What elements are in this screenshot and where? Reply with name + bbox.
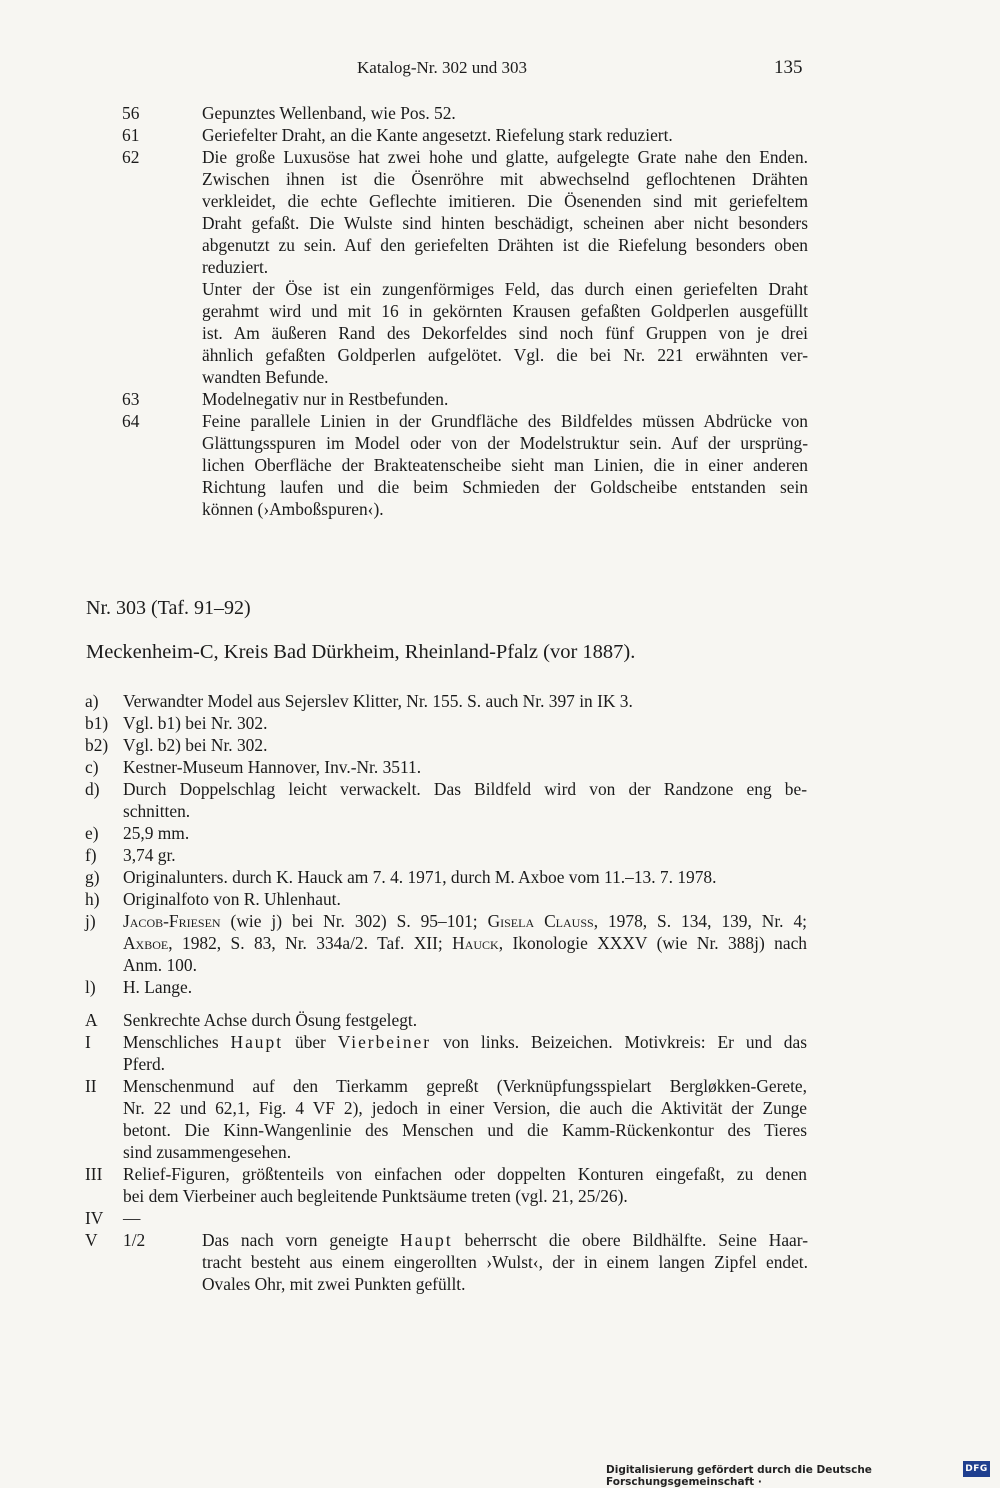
bibliography-line [123,932,807,954]
item-marker: d) [85,779,100,799]
analysis-text: Das nach vorn geneigte [202,1230,401,1250]
position-text: Modelnegativ nur in Restbefunden. [202,389,449,409]
analysis-marker: II [85,1076,97,1096]
entry-location: Meckenheim-C, Kreis Bad Dürkheim, Rheinland-Pfalz (vor 1887). [86,641,636,663]
position-text: verkleidet, die echte Geflechte imitieren. Die Ösenenden sind mit geriefeltem [202,191,808,211]
item-text: Originalfoto von R. Uhlenhaut. [123,889,341,909]
analysis-text: Pferd. [123,1054,166,1074]
item-text: Kestner-Museum Hannover, Inv.-Nr. 3511. [123,757,422,777]
item-text: Verwandter Model aus Sejerslev Klitter, Nr. 155. S. auch Nr. 397 in IK 3. [123,691,633,711]
position-text: Zwischen ihnen ist die Ösenröhre mit abwechselnd geflochtenen Drähten [202,169,808,189]
position-text: ist. Am äußeren Rand des Dekorfeldes sind noch fünf Gruppen von je drei [202,323,808,343]
dfg-logo-icon: DFG [963,1461,990,1477]
analysis-text: bei dem Vierbeiner auch begleitende Punktsäume treten (vgl. 21, 25/26). [123,1186,628,1206]
spaced-term: Haupt [230,1032,284,1052]
position-number: 62 [122,147,140,167]
analysis-text: Senkrechte Achse durch Ösung festgelegt. [123,1010,418,1030]
position-number: 64 [122,411,140,431]
position-text: Feine parallele Linien in der Grundfläche des Bildfeldes müssen Abdrücke von [202,411,808,431]
running-title: Katalog-Nr. 302 und 303 [357,58,527,77]
author-name: Jacob-Friesen [123,911,221,931]
bibliography-line [123,910,807,932]
citation-text: , 1982, S. 83, Nr. 334a/2. Taf. XII; [168,933,453,953]
page-number: 135 [774,57,803,78]
item-text: schnitten. [123,801,191,821]
position-number: 61 [122,125,140,145]
item-marker: j) [85,911,96,931]
analysis-subnumber: 1/2 [123,1230,146,1250]
spaced-term: Haupt [400,1230,453,1250]
position-text: ähnlich gefaßten Goldperlen aufgelötet. Vgl. die bei Nr. 221 erwähnten ver- [202,345,808,365]
entry-heading: Nr. 303 (Taf. 91–92) [86,597,251,619]
analysis-marker: A [85,1010,98,1030]
item-marker: a) [85,691,99,711]
item-text: Vgl. b1) bei Nr. 302. [123,713,268,733]
analysis-marker: III [85,1164,103,1184]
item-text: 25,9 mm. [123,823,190,843]
item-marker: b1) [85,713,109,733]
citation-text: , 1978, S. 134, 139, Nr. 4; [593,911,807,931]
spaced-term: Vierbeiner [337,1032,432,1052]
item-text: Originalunters. durch K. Hauck am 7. 4. 1971, durch M. Axboe vom 11.–13. 7. 1978. [123,867,717,887]
analysis-line [123,1031,807,1053]
author-name: Axboe [123,933,169,953]
item-marker: f) [85,845,97,865]
item-marker: l) [85,977,96,997]
position-number: 63 [122,389,140,409]
position-text: Richtung laufen und die beim Schmieden der Goldscheibe entstanden sein [202,477,808,497]
analysis-text: über [283,1032,338,1052]
position-text: Die große Luxusöse hat zwei hohe und glatte, aufgelegte Grate nahe den Enden. [202,147,808,167]
position-text: Gepunztes Wellenband, wie Pos. 52. [202,103,456,123]
position-text: Glättungsspuren im Model oder von der Modelstruktur sein. Auf der ursprüng- [202,433,808,453]
item-marker: b2) [85,735,109,755]
analysis-line [202,1229,808,1251]
author-name: Gisela Clauss [487,911,594,931]
position-text: abgenutzt zu sein. Auf den geriefelten Drähten ist die Riefelung besonders oben [202,235,808,255]
citation-text: , Ikonologie XXXV (wie Nr. 388j) nach [498,933,807,953]
analysis-text: Ovales Ohr, mit zwei Punkten gefüllt. [202,1274,466,1294]
analysis-text: Menschliches [123,1032,231,1052]
position-text: Draht gefaßt. Die Wulste sind hinten beschädigt, scheinen aber nicht besonders [202,213,808,233]
position-text: wandten Befunde. [202,367,329,387]
item-text: Durch Doppelschlag leicht verwackelt. Das Bildfeld wird von der Randzone eng be- [123,779,807,799]
position-text: gerahmt wird und mit 16 in gekörnten Krausen gefaßten Goldperlen ausgefüllt [202,301,808,321]
analysis-marker: V [85,1230,98,1250]
position-text: lichen Oberfläche der Brakteatenscheibe sieht man Linien, die in einer anderen [202,455,808,475]
item-marker: g) [85,867,100,887]
analysis-text: sind zusammengesehen. [123,1142,292,1162]
item-marker: e) [85,823,99,843]
analysis-marker: IV [85,1208,104,1228]
position-text: Unter der Öse ist ein zungenförmiges Feld, das durch einen geriefelten Draht [202,279,808,299]
digitization-credit: Digitalisierung gefördert durch die Deutsche Forschungsgemeinschaft · [606,1464,872,1488]
analysis-text: beherrscht die obere Bildhälfte. Seine Haar- [452,1230,808,1250]
item-text: Vgl. b2) bei Nr. 302. [123,735,268,755]
analysis-text: Menschenmund auf den Tierkamm gepreßt (Verknüpfungsspielart Bergløkken-Gerete, [123,1076,807,1096]
citation-text: (wie j) bei Nr. 302) S. 95–101; [220,911,488,931]
position-number: 56 [122,103,140,123]
item-marker: c) [85,757,99,777]
item-marker: h) [85,889,100,909]
analysis-text: — [123,1208,141,1228]
position-text: Geriefelter Draht, an die Kante angesetzt. Riefelung stark reduziert. [202,125,673,145]
analysis-marker: I [85,1032,91,1052]
analysis-text: Nr. 22 und 62,1, Fig. 4 VF 2), jedoch in einer Version, die auch die Aktivität der Zunge [123,1098,807,1118]
author-name: Hauck [452,933,499,953]
position-text: können (›Amboßspuren‹). [202,499,384,519]
item-text: Anm. 100. [123,955,197,975]
analysis-text: tracht besteht aus einem eingerollten ›Wulst‹, der in einem langen Zipfel endet. [202,1252,808,1272]
analysis-text: Relief-Figuren, größtenteils von einfachen oder doppelten Konturen eingefaßt, zu denen [123,1164,807,1184]
analysis-text: von links. Beizeichen. Motivkreis: Er und das [431,1032,807,1052]
item-text: 3,74 gr. [123,845,176,865]
analysis-text: betont. Die Kinn-Wangenlinie des Menschen und die Kamm-Rückenkontur des Tieres [123,1120,807,1140]
item-text: H. Lange. [123,977,193,997]
position-text: reduziert. [202,257,269,277]
